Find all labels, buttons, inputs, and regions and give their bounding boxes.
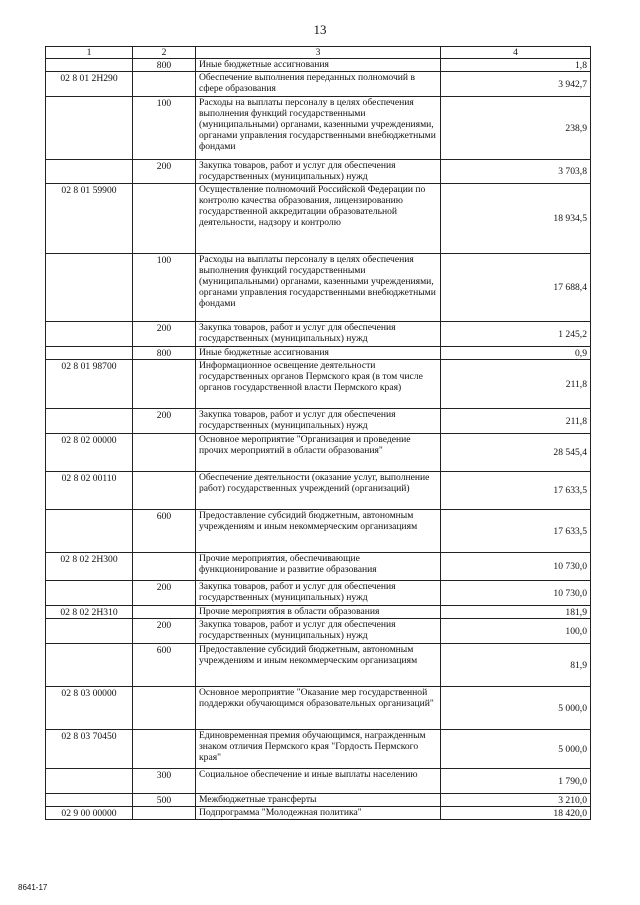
name-cell: Предоставление субсидий бюджетным, автономным учреждениям и иным некоммерческим организациям <box>196 644 441 687</box>
table-row <box>46 409 591 434</box>
type-cell: 100 <box>133 254 196 322</box>
table-row <box>46 184 591 254</box>
code-cell: 02 8 02 00110 <box>46 472 133 510</box>
code-cell <box>46 769 133 794</box>
name-cell: Осуществление полномочий Российской Федерации по контролю качества образования, лицензированию государственной аккредитации образовательной деятельности, надзору и контролю <box>196 184 441 254</box>
table-row <box>46 360 591 409</box>
code-cell <box>46 347 133 360</box>
type-cell: 500 <box>133 794 196 807</box>
code-cell: 02 8 02 00000 <box>46 434 133 472</box>
name-cell: Закупка товаров, работ и услуг для обеспечения государственных (муниципальных) нужд <box>196 409 441 434</box>
type-cell: 200 <box>133 160 196 184</box>
type-cell <box>133 72 196 97</box>
name-cell: Подпрограмма "Молодежная политика" <box>196 807 441 820</box>
amount-cell: 28 545,4 <box>441 434 591 472</box>
page-number: 13 <box>313 22 327 37</box>
amount-cell: 211,8 <box>441 360 591 409</box>
amount-cell: 0,9 <box>441 347 591 360</box>
table-row <box>46 510 591 553</box>
type-cell <box>133 184 196 254</box>
name-cell: Единовременная премия обучающимся, награжденным знаком отличия Пермского края "Гордость Пермского края" <box>196 730 441 769</box>
code-cell <box>46 644 133 687</box>
type-cell: 200 <box>133 619 196 644</box>
amount-cell: 181,9 <box>441 606 591 619</box>
code-cell <box>46 160 133 184</box>
table-row <box>46 687 591 730</box>
code-cell: 02 9 00 00000 <box>46 807 133 820</box>
amount-cell: 100,0 <box>441 619 591 644</box>
amount-cell: 3 210,0 <box>441 794 591 807</box>
type-cell: 600 <box>133 510 196 553</box>
table-row <box>46 644 591 687</box>
table-row <box>46 72 591 97</box>
amount-cell: 17 633,5 <box>441 510 591 553</box>
code-cell <box>46 97 133 160</box>
code-cell: 02 8 03 00000 <box>46 687 133 730</box>
table-row <box>46 434 591 472</box>
table-row <box>46 581 591 606</box>
type-cell: 100 <box>133 97 196 160</box>
name-cell: Закупка товаров, работ и услуг для обеспечения государственных (муниципальных) нужд <box>196 160 441 184</box>
code-cell <box>46 59 133 72</box>
table-body <box>46 59 591 820</box>
table-row <box>46 606 591 619</box>
table-row <box>46 619 591 644</box>
type-cell <box>133 687 196 730</box>
amount-cell: 10 730,0 <box>441 581 591 606</box>
table-row <box>46 769 591 794</box>
footer-code: 8641-17 <box>18 883 48 892</box>
amount-cell: 5 000,0 <box>441 687 591 730</box>
type-cell: 200 <box>133 581 196 606</box>
code-cell: 02 8 01 59900 <box>46 184 133 254</box>
amount-cell: 18 934,5 <box>441 184 591 254</box>
type-cell: 300 <box>133 769 196 794</box>
name-cell: Основное мероприятие "Организация и проведение прочих мероприятий в области образования" <box>196 434 441 472</box>
column-header: 1 <box>46 47 133 59</box>
type-cell <box>133 730 196 769</box>
code-cell <box>46 794 133 807</box>
code-cell: 02 8 03 70450 <box>46 730 133 769</box>
table-row <box>46 553 591 581</box>
type-cell: 800 <box>133 59 196 72</box>
type-cell <box>133 553 196 581</box>
table-row <box>46 97 591 160</box>
code-cell: 02 8 02 2Н310 <box>46 606 133 619</box>
table-row <box>46 807 591 820</box>
amount-cell: 17 688,4 <box>441 254 591 322</box>
code-cell: 02 8 01 98700 <box>46 360 133 409</box>
column-header: 4 <box>441 47 591 59</box>
code-cell <box>46 409 133 434</box>
table-row <box>46 730 591 769</box>
name-cell: Закупка товаров, работ и услуг для обеспечения государственных (муниципальных) нужд <box>196 322 441 347</box>
name-cell: Прочие мероприятия в области образования <box>196 606 441 619</box>
name-cell: Иные бюджетные ассигнования <box>196 347 441 360</box>
name-cell: Прочие мероприятия, обеспечивающие функционирование и развитие образования <box>196 553 441 581</box>
name-cell: Социальное обеспечение и иные выплаты населению <box>196 769 441 794</box>
type-cell: 600 <box>133 644 196 687</box>
name-cell: Информационное освещение деятельности государственных органов Пермского края (в том числе органов государственной власти Пермского края) <box>196 360 441 409</box>
name-cell: Предоставление субсидий бюджетным, автономным учреждениям и иным некоммерческим организациям <box>196 510 441 553</box>
code-cell <box>46 581 133 606</box>
name-cell: Закупка товаров, работ и услуг для обеспечения государственных (муниципальных) нужд <box>196 581 441 606</box>
type-cell: 800 <box>133 347 196 360</box>
amount-cell: 3 942,7 <box>441 72 591 97</box>
amount-cell: 1 245,2 <box>441 322 591 347</box>
name-cell: Закупка товаров, работ и услуг для обеспечения государственных (муниципальных) нужд <box>196 619 441 644</box>
code-cell <box>46 619 133 644</box>
code-cell: 02 8 02 2Н300 <box>46 553 133 581</box>
amount-cell: 5 000,0 <box>441 730 591 769</box>
table-row <box>46 347 591 360</box>
budget-table <box>45 46 591 820</box>
type-cell: 200 <box>133 322 196 347</box>
table-row <box>46 794 591 807</box>
table-row <box>46 254 591 322</box>
table-header-row <box>46 47 591 59</box>
code-cell <box>46 254 133 322</box>
amount-cell: 3 703,8 <box>441 160 591 184</box>
table-row <box>46 322 591 347</box>
code-cell <box>46 322 133 347</box>
amount-cell: 18 420,0 <box>441 807 591 820</box>
type-cell <box>133 606 196 619</box>
name-cell: Иные бюджетные ассигнования <box>196 59 441 72</box>
amount-cell: 17 633,5 <box>441 472 591 510</box>
table-row <box>46 59 591 72</box>
name-cell: Основное мероприятие "Оказание мер государственной поддержки обучающимся образовательных организаций" <box>196 687 441 730</box>
name-cell: Расходы на выплаты персоналу в целях обеспечения выполнения функций государственными (муниципальными) органами, казенными учреждениями, органами управления государственными внебюджетными фондами <box>196 97 441 160</box>
amount-cell: 238,9 <box>441 97 591 160</box>
amount-cell: 1 790,0 <box>441 769 591 794</box>
name-cell: Обеспечение выполнения переданных полномочий в сфере образования <box>196 72 441 97</box>
column-header: 2 <box>133 47 196 59</box>
type-cell <box>133 472 196 510</box>
type-cell <box>133 807 196 820</box>
type-cell: 200 <box>133 409 196 434</box>
table-row <box>46 472 591 510</box>
name-cell: Расходы на выплаты персоналу в целях обеспечения выполнения функций государственными (муниципальными) органами, казенными учреждениями, органами управления государственными внебюджетными фондами <box>196 254 441 322</box>
type-cell <box>133 434 196 472</box>
amount-cell: 10 730,0 <box>441 553 591 581</box>
name-cell: Межбюджетные трансферты <box>196 794 441 807</box>
name-cell: Обеспечение деятельности (оказание услуг, выполнение работ) государственных учреждений (организаций) <box>196 472 441 510</box>
type-cell <box>133 360 196 409</box>
table-row <box>46 160 591 184</box>
column-header: 3 <box>196 47 441 59</box>
amount-cell: 1,8 <box>441 59 591 72</box>
amount-cell: 211,8 <box>441 409 591 434</box>
code-cell <box>46 510 133 553</box>
code-cell: 02 8 01 2Н290 <box>46 72 133 97</box>
amount-cell: 81,9 <box>441 644 591 687</box>
